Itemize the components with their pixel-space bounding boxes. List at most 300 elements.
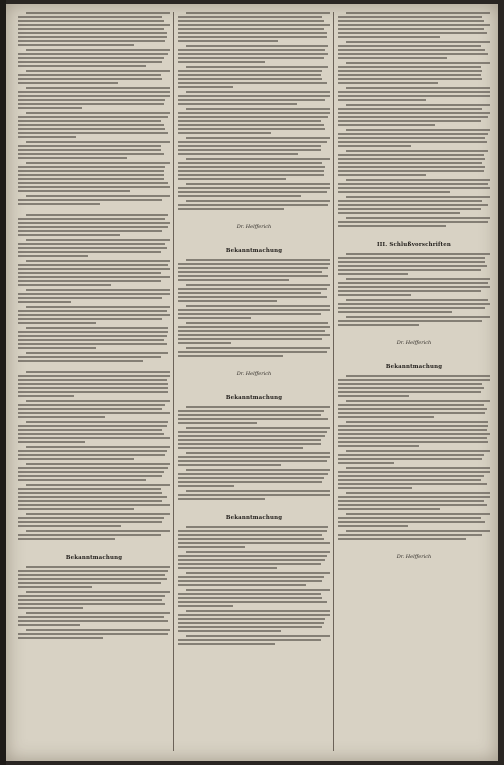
text-line — [18, 78, 162, 80]
text-line — [338, 162, 482, 164]
text-line — [186, 551, 330, 553]
text-paragraph — [178, 137, 330, 155]
text-line — [18, 356, 161, 358]
text-line — [18, 416, 105, 418]
text-line — [178, 128, 325, 130]
text-line — [178, 622, 324, 624]
text-line — [338, 66, 481, 68]
text-line — [338, 437, 487, 439]
text-line — [18, 82, 118, 84]
text-line — [18, 471, 164, 473]
text-line — [346, 150, 489, 152]
text-line — [18, 582, 161, 584]
text-line — [346, 62, 490, 64]
text-line — [178, 538, 324, 540]
text-paragraph — [338, 450, 490, 464]
text-line — [178, 555, 327, 557]
text-paragraph — [18, 162, 170, 192]
text-line — [26, 566, 170, 568]
text-line — [178, 120, 321, 122]
signature — [178, 213, 330, 232]
text-line — [26, 421, 169, 423]
text-line — [178, 334, 330, 336]
text-line — [178, 20, 324, 22]
text-line — [178, 57, 324, 59]
text-line — [338, 525, 408, 527]
heading-text: Bekanntmachung — [65, 555, 123, 561]
section-heading — [18, 544, 170, 563]
text-line — [26, 49, 170, 51]
text-line — [18, 492, 162, 494]
text-paragraph — [18, 421, 170, 443]
text-line — [338, 183, 488, 185]
text-paragraph — [178, 589, 330, 607]
text-line — [18, 301, 71, 303]
text-paragraph — [178, 45, 330, 63]
text-paragraph — [338, 253, 490, 275]
text-line — [18, 65, 146, 67]
text-paragraph — [18, 195, 170, 205]
text-line — [18, 586, 92, 588]
text-line — [338, 320, 482, 322]
text-line — [338, 49, 485, 51]
text-line — [338, 174, 426, 176]
text-line — [18, 166, 165, 168]
text-line — [18, 268, 170, 270]
text-line — [18, 603, 165, 605]
text-paragraph — [178, 91, 330, 105]
text-line — [338, 487, 412, 489]
text-line — [18, 322, 96, 324]
text-line — [178, 141, 327, 143]
text-line — [338, 496, 490, 498]
text-line — [178, 195, 301, 197]
text-line — [186, 108, 330, 110]
text-line — [18, 599, 162, 601]
signature-text: Dr. Helfferich — [396, 340, 432, 346]
text-line — [338, 425, 488, 427]
text-line — [338, 32, 487, 34]
text-paragraph — [338, 12, 490, 38]
text-line — [338, 445, 419, 447]
text-line — [178, 187, 330, 189]
text-line — [178, 338, 322, 340]
text-paragraph — [338, 513, 490, 527]
text-line — [338, 534, 482, 536]
text-line — [338, 225, 446, 227]
text-paragraph — [178, 635, 330, 645]
text-paragraph — [18, 327, 170, 349]
text-line — [18, 74, 161, 76]
text-line — [186, 183, 330, 185]
text-line — [178, 630, 281, 632]
text-line — [18, 467, 168, 469]
signature — [178, 360, 330, 379]
text-line — [18, 280, 161, 282]
text-line — [18, 441, 85, 443]
text-line — [338, 36, 440, 38]
text-paragraph — [18, 591, 170, 609]
text-paragraph — [338, 150, 490, 176]
text-line — [18, 450, 167, 452]
text-paragraph — [18, 87, 170, 109]
text-line — [18, 116, 168, 118]
text-line — [18, 203, 100, 205]
text-line — [338, 265, 487, 267]
text-line — [178, 116, 328, 118]
text-line — [178, 70, 322, 72]
text-line — [338, 137, 485, 139]
text-line — [346, 421, 489, 423]
text-paragraph — [18, 12, 170, 46]
text-line — [186, 158, 330, 160]
text-line — [338, 458, 482, 460]
text-line — [338, 483, 487, 485]
text-paragraph — [18, 612, 170, 626]
text-line — [338, 74, 481, 76]
text-paragraph — [18, 214, 170, 236]
text-line — [18, 149, 161, 151]
text-line — [18, 521, 162, 523]
text-line — [26, 612, 170, 614]
text-line — [338, 387, 484, 389]
text-paragraph — [178, 284, 330, 302]
section-heading — [178, 237, 330, 256]
text-line — [18, 310, 167, 312]
text-line — [18, 178, 164, 180]
text-line — [338, 24, 490, 26]
text-line — [26, 87, 170, 89]
text-line — [18, 16, 162, 18]
text-line — [186, 200, 330, 202]
text-line — [186, 45, 329, 47]
text-line — [18, 199, 162, 201]
text-line — [338, 433, 490, 435]
text-line — [178, 162, 322, 164]
text-paragraph — [338, 87, 490, 101]
text-line — [178, 330, 325, 332]
text-line — [338, 395, 409, 397]
text-line — [18, 517, 164, 519]
text-line — [178, 279, 289, 281]
text-line — [178, 36, 327, 38]
text-line — [338, 500, 484, 502]
signature-text: Dr. Helfferich — [236, 371, 272, 377]
text-line — [26, 446, 170, 448]
text-line — [338, 416, 434, 418]
text-line — [178, 439, 321, 441]
text-line — [178, 576, 324, 578]
text-line — [338, 191, 450, 193]
text-paragraph — [18, 400, 170, 418]
text-paragraph — [178, 610, 330, 632]
text-line — [26, 289, 170, 291]
text-paragraph — [178, 12, 330, 42]
column-rule — [333, 12, 334, 751]
text-line — [18, 433, 164, 435]
text-line — [18, 170, 164, 172]
text-paragraph — [338, 129, 490, 147]
text-line — [18, 331, 168, 333]
text-line — [26, 162, 170, 164]
text-line — [26, 306, 170, 308]
text-line — [338, 108, 482, 110]
signature — [338, 329, 490, 348]
text-line — [18, 132, 168, 134]
text-line — [178, 103, 297, 105]
section-heading — [178, 504, 330, 523]
text-paragraph — [338, 375, 490, 397]
text-paragraph — [338, 467, 490, 489]
text-line — [338, 471, 490, 473]
text-line — [18, 578, 167, 580]
text-line — [338, 521, 485, 523]
text-line — [178, 40, 278, 42]
text-line — [18, 437, 170, 439]
text-line — [346, 375, 490, 377]
column-3 — [338, 10, 490, 753]
text-line — [26, 12, 170, 14]
text-line — [26, 463, 170, 465]
text-line — [26, 400, 170, 402]
text-line — [26, 591, 170, 593]
text-line — [178, 485, 234, 487]
text-line — [18, 44, 134, 46]
text-line — [18, 157, 127, 159]
text-line — [18, 40, 165, 42]
text-paragraph — [178, 427, 330, 449]
text-paragraph — [178, 551, 330, 569]
text-paragraph — [18, 463, 170, 481]
text-line — [18, 243, 165, 245]
text-line — [178, 481, 322, 483]
text-line — [178, 178, 286, 180]
text-line — [18, 534, 161, 536]
text-line — [338, 116, 488, 118]
text-line — [178, 166, 325, 168]
heading-text: III. Schlußvorschriften — [377, 242, 451, 248]
text-line — [18, 57, 164, 59]
text-line — [178, 124, 324, 126]
text-line — [178, 74, 321, 76]
text-line — [18, 293, 170, 295]
text-line — [338, 141, 487, 143]
column-rule — [173, 12, 174, 751]
text-line — [178, 563, 321, 565]
text-line — [178, 95, 330, 97]
text-line — [18, 28, 164, 30]
text-line — [178, 355, 283, 357]
text-line — [186, 12, 330, 14]
text-line — [346, 129, 490, 131]
text-line — [338, 404, 484, 406]
text-paragraph — [18, 484, 170, 510]
text-line — [18, 574, 165, 576]
text-line — [178, 326, 330, 328]
text-line — [178, 208, 284, 210]
text-line — [178, 16, 322, 18]
text-line — [338, 286, 490, 288]
text-line — [338, 158, 485, 160]
text-paragraph — [178, 572, 330, 586]
text-line — [338, 112, 490, 114]
text-line — [338, 454, 484, 456]
text-line — [18, 124, 164, 126]
text-line — [18, 496, 167, 498]
text-paragraph — [178, 200, 330, 210]
text-line — [18, 264, 168, 266]
text-line — [178, 534, 322, 536]
text-line — [18, 145, 161, 147]
text-line — [178, 170, 324, 172]
text-line — [346, 467, 490, 469]
text-line — [346, 104, 490, 106]
text-line — [18, 91, 170, 93]
text-line — [18, 404, 165, 406]
text-line — [338, 462, 394, 464]
text-line — [178, 530, 327, 532]
heading-text: Bekanntmachung — [225, 515, 283, 521]
text-line — [178, 275, 328, 277]
text-line — [178, 443, 321, 445]
text-line — [18, 395, 74, 397]
text-paragraph — [178, 259, 330, 281]
text-paragraph — [18, 371, 170, 397]
text-line — [18, 408, 162, 410]
text-line — [178, 313, 321, 315]
text-paragraph — [338, 492, 490, 510]
text-line — [346, 299, 489, 301]
text-line — [178, 584, 306, 586]
text-line — [186, 427, 330, 429]
text-line — [186, 610, 330, 612]
text-line — [18, 458, 134, 460]
text-line — [18, 570, 168, 572]
text-line — [178, 601, 327, 603]
text-paragraph — [338, 400, 490, 418]
text-line — [186, 66, 329, 68]
text-line — [338, 208, 481, 210]
text-line — [26, 239, 170, 241]
text-line — [18, 504, 170, 506]
text-line — [18, 190, 130, 192]
text-paragraph — [18, 446, 170, 460]
text-line — [18, 32, 167, 34]
text-line — [18, 182, 168, 184]
text-paragraph — [18, 566, 170, 588]
text-paragraph — [338, 196, 490, 214]
text-line — [338, 16, 482, 18]
text-paragraph — [178, 305, 330, 319]
text-line — [18, 620, 168, 622]
text-paragraph — [18, 141, 170, 159]
text-line — [338, 82, 438, 84]
text-line — [186, 259, 330, 261]
text-paragraph — [18, 513, 170, 527]
text-line — [178, 82, 327, 84]
text-line — [26, 327, 169, 329]
text-line — [18, 284, 111, 286]
text-line — [178, 477, 324, 479]
text-line — [178, 99, 325, 101]
heading-text: Bekanntmachung — [225, 395, 283, 401]
text-line — [178, 78, 322, 80]
text-line — [338, 508, 440, 510]
text-paragraph — [18, 112, 170, 138]
text-line — [18, 347, 96, 349]
text-paragraph — [178, 452, 330, 466]
heading-text: Bekanntmachung — [225, 248, 283, 254]
text-line — [338, 257, 485, 259]
text-line — [18, 475, 162, 477]
text-line — [346, 87, 490, 89]
text-line — [338, 517, 481, 519]
text-line — [338, 221, 488, 223]
text-line — [346, 41, 490, 43]
text-line — [18, 222, 170, 224]
text-line — [338, 133, 488, 135]
text-line — [18, 251, 161, 253]
text-line — [178, 431, 327, 433]
signature — [338, 543, 490, 562]
text-line — [18, 234, 120, 236]
text-line — [26, 352, 169, 354]
text-line — [338, 429, 487, 431]
text-line — [178, 61, 265, 63]
text-line — [18, 186, 170, 188]
text-paragraph — [18, 49, 170, 67]
text-line — [338, 294, 411, 296]
text-line — [178, 351, 327, 353]
text-line — [18, 375, 170, 377]
text-line — [18, 391, 168, 393]
text-line — [178, 28, 324, 30]
text-paragraph — [18, 239, 170, 257]
text-line — [346, 492, 490, 494]
text-paragraph — [18, 289, 170, 303]
text-line — [178, 494, 330, 496]
text-line — [178, 149, 321, 151]
text-line — [178, 546, 245, 548]
text-line — [338, 91, 490, 93]
text-line — [338, 383, 482, 385]
text-line — [338, 170, 484, 172]
text-line — [18, 61, 162, 63]
text-line — [178, 618, 325, 620]
text-line — [186, 452, 330, 454]
text-line — [18, 360, 143, 362]
text-paragraph — [178, 158, 330, 180]
text-line — [18, 508, 134, 510]
text-line — [178, 86, 233, 88]
text-line — [338, 311, 452, 313]
text-paragraph — [18, 352, 170, 362]
text-line — [338, 20, 484, 22]
text-line — [178, 593, 321, 595]
text-line — [346, 530, 490, 532]
heading-text: Bekanntmachung — [385, 364, 443, 370]
text-line — [186, 589, 330, 591]
text-line — [18, 339, 164, 341]
text-line — [18, 387, 168, 389]
text-line — [338, 379, 490, 381]
text-line — [338, 57, 447, 59]
text-line — [18, 136, 76, 138]
text-line — [186, 526, 329, 528]
text-line — [338, 28, 484, 30]
text-line — [338, 261, 485, 263]
text-line — [18, 343, 167, 345]
